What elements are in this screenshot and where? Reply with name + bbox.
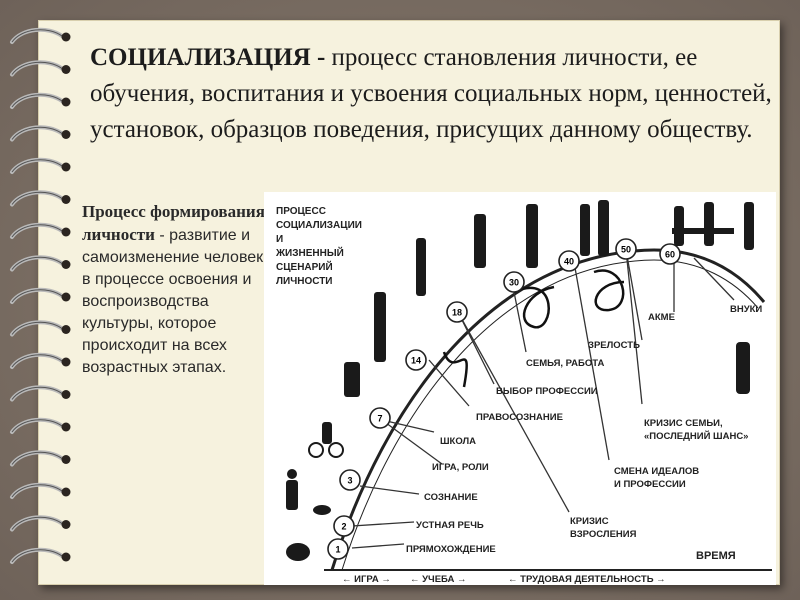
spiral-ring	[12, 290, 71, 302]
young-man-figure	[416, 238, 426, 296]
stage-school: ШКОЛА	[440, 436, 477, 447]
age-marker	[334, 516, 354, 536]
slide-title	[90, 40, 780, 148]
activity-study: ← УЧЕБА →	[410, 574, 467, 585]
socialization-diagram	[264, 192, 776, 585]
spiral-ring	[12, 95, 71, 107]
spiral-ring	[12, 517, 71, 529]
age-label: 30	[508, 277, 520, 288]
stage-maturity: ЗРЕЛОСТЬ	[588, 340, 640, 351]
heading-line: СЦЕНАРИЙ	[276, 262, 333, 273]
spiral-ring	[12, 257, 71, 269]
activity-axis	[342, 574, 666, 585]
age-marker	[660, 244, 680, 264]
spiral-ring	[12, 30, 71, 42]
stage-walking: ПРЯМОХОЖДЕНИЕ	[406, 544, 496, 555]
spiral-binding	[0, 0, 90, 600]
stage-legal: ПРАВОСОЗНАНИЕ	[476, 412, 563, 423]
spiral-ring	[12, 160, 71, 172]
businessman-figure	[526, 204, 538, 268]
age-label: 2	[341, 521, 347, 532]
mother-figure	[474, 214, 486, 268]
heading-line: ЛИЧНОСТИ	[276, 276, 333, 287]
stage-adult-crisis: ВЗРОСЛЕНИЯ	[570, 529, 637, 540]
age-label: 18	[451, 307, 463, 318]
time-label: ВРЕМЯ	[696, 550, 736, 562]
spiral-ring	[12, 387, 71, 399]
age-marker	[559, 251, 579, 271]
heading-line: ЖИЗНЕННЫЙ	[276, 248, 344, 259]
couple-figure	[598, 200, 609, 256]
age-marker	[340, 470, 360, 490]
stage-ideals: СМЕНА ИДЕАЛОВ	[614, 466, 700, 477]
spiral-ring	[12, 550, 71, 562]
title-definition: процесс становления личности, ее обучения, воспитания и усвоения социальных норм, ценностей, установок, образцов поведения, присущих данному обществу.	[90, 44, 772, 143]
age-label: 50	[620, 244, 632, 255]
age-label: 3	[347, 475, 353, 486]
age-marker	[504, 272, 524, 292]
age-label: 7	[377, 413, 383, 424]
stage-speech: УСТНАЯ РЕЧЬ	[416, 520, 484, 531]
age-markers	[328, 239, 680, 559]
spiral-ring	[12, 127, 71, 139]
family-figure	[674, 206, 684, 246]
age-marker	[616, 239, 636, 259]
family-figure	[704, 202, 714, 246]
child-figure-head	[287, 469, 297, 479]
side-definition	[82, 201, 278, 379]
title-term: СОЦИАЛИЗАЦИЯ -	[90, 44, 326, 71]
age-label: 14	[410, 355, 422, 366]
spiral-ring	[12, 420, 71, 432]
stage-profession: ВЫБОР ПРОФЕССИИ	[496, 386, 598, 397]
cyclist-body	[322, 422, 332, 444]
family-figure	[744, 202, 754, 250]
stage-family-crisis: «ПОСЛЕДНИЙ ШАНС»	[644, 431, 749, 442]
stage-acme: АКМЕ	[648, 312, 675, 323]
spiral-ring	[12, 62, 71, 74]
age-label: 40	[563, 256, 575, 267]
spiral-ring	[12, 355, 71, 367]
stage-ideals: И ПРОФЕССИИ	[614, 479, 686, 490]
age-label: 60	[664, 249, 676, 260]
age-marker	[406, 350, 426, 370]
baby-figure	[286, 543, 310, 561]
elder-figure	[736, 342, 750, 394]
heading-line: СОЦИАЛИЗАЦИИ	[276, 220, 362, 231]
bicycle-wheel	[329, 443, 343, 457]
age-marker	[447, 302, 467, 322]
activity-work: ← ТРУДОВАЯ ДЕЯТЕЛЬНОСТЬ →	[508, 574, 666, 585]
age-label: 1	[335, 544, 341, 555]
activity-play: ← ИГРА →	[342, 574, 391, 585]
bicycle-wheel	[309, 443, 323, 457]
spiral-ring	[12, 452, 71, 464]
dog-figure	[313, 505, 331, 515]
teen-figure	[374, 292, 386, 362]
couple-figure	[580, 204, 590, 256]
stage-grandchildren: ВНУКИ	[730, 304, 763, 315]
spiral-ring	[12, 485, 71, 497]
spiral-ring	[12, 322, 71, 334]
spiral-ring	[12, 225, 71, 237]
stage-play: ИГРА, РОЛИ	[432, 462, 489, 473]
student-figure	[344, 362, 360, 397]
child-figure-body	[286, 480, 298, 510]
heading-line: ПРОЦЕСС	[276, 206, 326, 217]
stage-adult-crisis: КРИЗИС	[570, 516, 609, 527]
stage-family: СЕМЬЯ, РАБОТА	[526, 358, 605, 369]
side-definition-text: - развитие и самоизменение человека в процессе освоения и воспроизводства культуры, которое происходит на всех возрастных этапах.	[82, 227, 273, 376]
stage-family-crisis: КРИЗИС СЕМЬИ,	[644, 418, 723, 429]
spiral-ring	[12, 192, 71, 204]
age-marker	[328, 539, 348, 559]
side-term: Процесс формирования личности	[82, 202, 265, 244]
stage-connectors	[352, 250, 734, 548]
stage-consciousness: СОЗНАНИЕ	[424, 492, 478, 503]
heading-line: И	[276, 234, 284, 245]
diagram-heading	[275, 206, 362, 287]
age-marker	[370, 408, 390, 428]
